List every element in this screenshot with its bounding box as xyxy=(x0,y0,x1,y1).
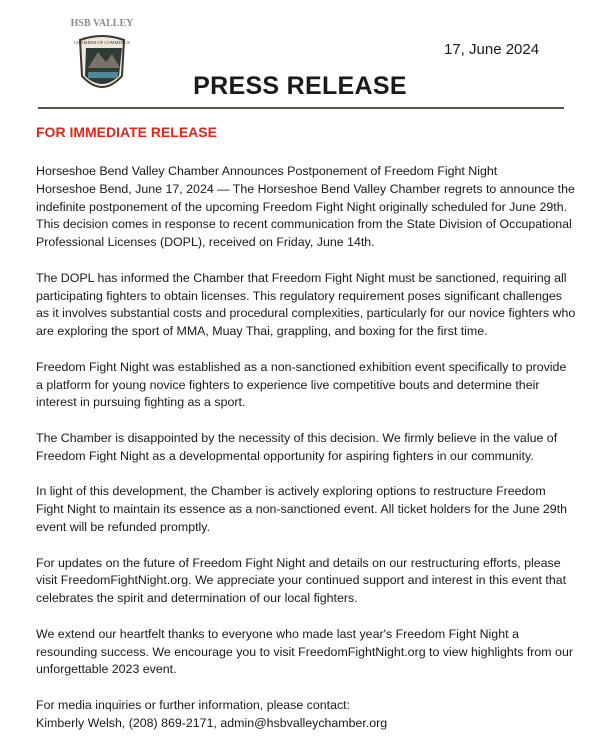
paragraph-thanks: We extend our heartfelt thanks to everyone who made last year's Freedom Fight Night a resounding success. We encourage you to visit FreedomFightNight.org to view highlights from our unforgettable 2023 event. xyxy=(36,626,573,677)
paragraph-updates: For updates on the future of Freedom Fight Night and details on our restructuring efforts, please visit FreedomFightNight.org. We appreciate your continued support and interest in this event that celebrates the spirit and determination of our local fighters. xyxy=(36,555,567,606)
paragraph-restructure: In light of this development, the Chamber is actively exploring options to restructure Freedom Fight Night to maintain its essence as a non-sanctioned event. All ticket holders for the June 29th event will be refunded promptly. xyxy=(36,484,568,534)
contact-details: Kimberly Welsh, (208) 869-2171, admin@hsbvalleychamber.org xyxy=(36,715,388,730)
logo-subtext: CHAMBER OF COMMERCE xyxy=(73,40,131,45)
logo-text: HSB VALLEY xyxy=(70,18,134,29)
immediate-release-label: FOR IMMEDIATE RELEASE xyxy=(36,124,217,140)
contact-intro: For media inquiries or further information, please contact: xyxy=(36,697,351,712)
paragraph-disappointment: The Chamber is disappointed by the necessity of this decision. We firmly believe in the value of Freedom Fight Night as a developmental opportunity for aspiring fighters in our community. xyxy=(36,430,558,463)
paragraph-history: Freedom Fight Night was established as a non-sanctioned exhibition event specifically to provide a platform for young novice fighters to experience live competitive bouts and determine their interest in pursuing fighting as a sport. xyxy=(36,359,567,410)
paragraph-announcement xyxy=(36,163,576,252)
release-body xyxy=(36,163,576,750)
page-title: PRESS RELEASE xyxy=(193,72,407,100)
headline-line: Horseshoe Bend Valley Chamber Announces Postponement of Freedom Fight Night xyxy=(36,164,498,178)
paragraph-contact xyxy=(36,697,576,733)
paragraph-dopl: The DOPL has informed the Chamber that Freedom Fight Night must be sanctioned, requiring all participating fighters to obtain licenses. This regulatory requirement poses significant challenges as it involves substantial costs and procedural complexities, particularly for our novice fighters who are exploring the sport of MMA, Muay Thai, grappling, and boxing for the first time. xyxy=(36,270,576,339)
release-date: 17, June 2024 xyxy=(444,41,540,58)
paragraph-text: Horseshoe Bend, June 17, 2024 — The Horseshoe Bend Valley Chamber regrets to announce the indefinite postponement of the upcoming Freedom Fight Night originally scheduled for June 29th. This decision comes in response to recent communication from the State Division of Occupational Professional Licenses (DOPL), received on Friday, June 14th. xyxy=(36,181,575,250)
title-divider xyxy=(38,107,564,109)
